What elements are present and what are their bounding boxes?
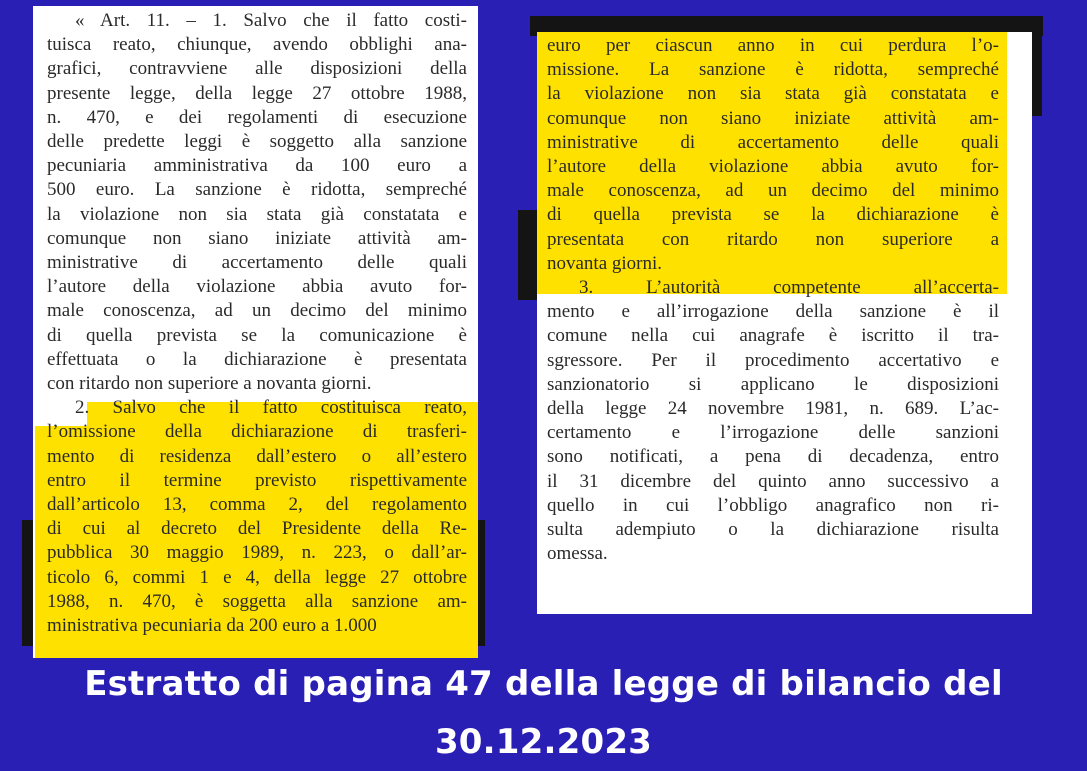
text-line: di quella prevista se la comunicazione è bbox=[47, 324, 467, 346]
left-page-column bbox=[33, 6, 478, 658]
text-line: presentata con ritardo non superiore a bbox=[547, 228, 999, 250]
text-line: male conoscenza, ad un decimo del minimo bbox=[547, 180, 999, 202]
text-line: 1988, n. 470, è soggetta alla sanzione am- bbox=[47, 590, 467, 612]
text-line: delle predette leggi è soggetto alla sanzione bbox=[47, 131, 467, 152]
text-line: male conoscenza, ad un decimo del minimo bbox=[47, 300, 467, 322]
text-line: grafici, contravviene alle disposizioni della bbox=[47, 58, 467, 80]
page-caption: Estratto di pagina 47 della legge di bilancio del 30.12.2023 bbox=[84, 664, 1003, 762]
text-line: pubblica 30 maggio 1989, n. 223, o dall’ar- bbox=[47, 542, 467, 564]
text-line: di quella prevista se la dichiarazione è bbox=[547, 204, 999, 226]
text-line: comunque non siano iniziate attività am- bbox=[547, 107, 999, 129]
text-line: 2. Salvo che il fatto costituisca reato, bbox=[75, 397, 467, 419]
text-line: omessa. bbox=[547, 543, 608, 565]
text-line: novanta giorni. bbox=[547, 252, 663, 274]
text-line: l’autore della violazione abbia avuto for- bbox=[547, 156, 999, 177]
text-line: presente legge, della legge 27 ottobre 1988, bbox=[47, 82, 467, 104]
text-line: l’autore della violazione abbia avuto for- bbox=[47, 276, 467, 298]
text-line: mento e all’irrogazione della sanzione è il bbox=[547, 301, 999, 323]
text-line: sgressore. Per il procedimento accertativo e bbox=[547, 349, 999, 371]
text-line: n. 470, e dei regolamenti di esecuzione bbox=[47, 106, 467, 128]
text-line: con ritardo non superiore a novanta giorni. bbox=[47, 373, 372, 394]
text-line: ministrative di accertamento delle quali bbox=[47, 252, 467, 273]
text-line: ticolo 6, commi 1 e 4, della legge 27 ottobre bbox=[47, 566, 467, 588]
text-line: 3. L’autorità competente all’accerta- bbox=[579, 277, 999, 298]
text-line: ministrative di accertamento delle quali bbox=[547, 131, 999, 153]
text-line: dall’articolo 13, comma 2, del regolamento bbox=[47, 494, 467, 515]
text-line: di cui al decreto del Presidente della Re- bbox=[47, 518, 467, 540]
text-line: pecuniaria amministrativa da 100 euro a bbox=[47, 155, 467, 177]
right-page-column bbox=[537, 32, 1032, 614]
text-line: il 31 dicembre del quinto anno successivo a bbox=[547, 470, 999, 492]
text-line: effettuata o la dichiarazione è presentata bbox=[47, 348, 467, 370]
text-line: ministrativa pecuniaria da 200 euro a 1.000 bbox=[47, 615, 377, 636]
text-line: 500 euro. La sanzione è ridotta, sempreché bbox=[47, 179, 467, 201]
text-line: quello in cui l’obbligo anagrafico non ri- bbox=[547, 494, 999, 516]
text-line: sulta adempiuto o la dichiarazione risulta bbox=[547, 519, 999, 540]
text-line: sanzionatorio si applicano le disposizioni bbox=[547, 373, 999, 395]
text-line: la violazione non sia stata già constatata e bbox=[47, 203, 467, 225]
text-line: mento di residenza dall’estero o all’estero bbox=[47, 445, 467, 467]
text-line: della legge 24 novembre 1981, n. 689. L’ac- bbox=[547, 398, 999, 419]
text-line: tuisca reato, chiunque, avendo obblighi ana- bbox=[47, 34, 467, 56]
text-line: euro per ciascun anno in cui perdura l’o- bbox=[547, 35, 999, 56]
text-line: sono notificati, a pena di decadenza, entro bbox=[547, 446, 999, 468]
text-line: missione. La sanzione è ridotta, sempreché bbox=[547, 59, 999, 81]
text-line: comune nella cui anagrafe è iscritto il tra- bbox=[547, 325, 999, 347]
text-line: comunque non siano iniziate attività am- bbox=[47, 227, 467, 249]
text-line: l’omissione della dichiarazione di trasferi- bbox=[47, 421, 467, 443]
text-line: certamento e l’irrogazione delle sanzioni bbox=[547, 422, 999, 444]
text-line: la violazione non sia stata già constatata e bbox=[547, 83, 999, 105]
text-line: entro il termine previsto rispettivamente bbox=[47, 469, 467, 491]
text-line: « Art. 11. – 1. Salvo che il fatto costi- bbox=[75, 10, 467, 31]
